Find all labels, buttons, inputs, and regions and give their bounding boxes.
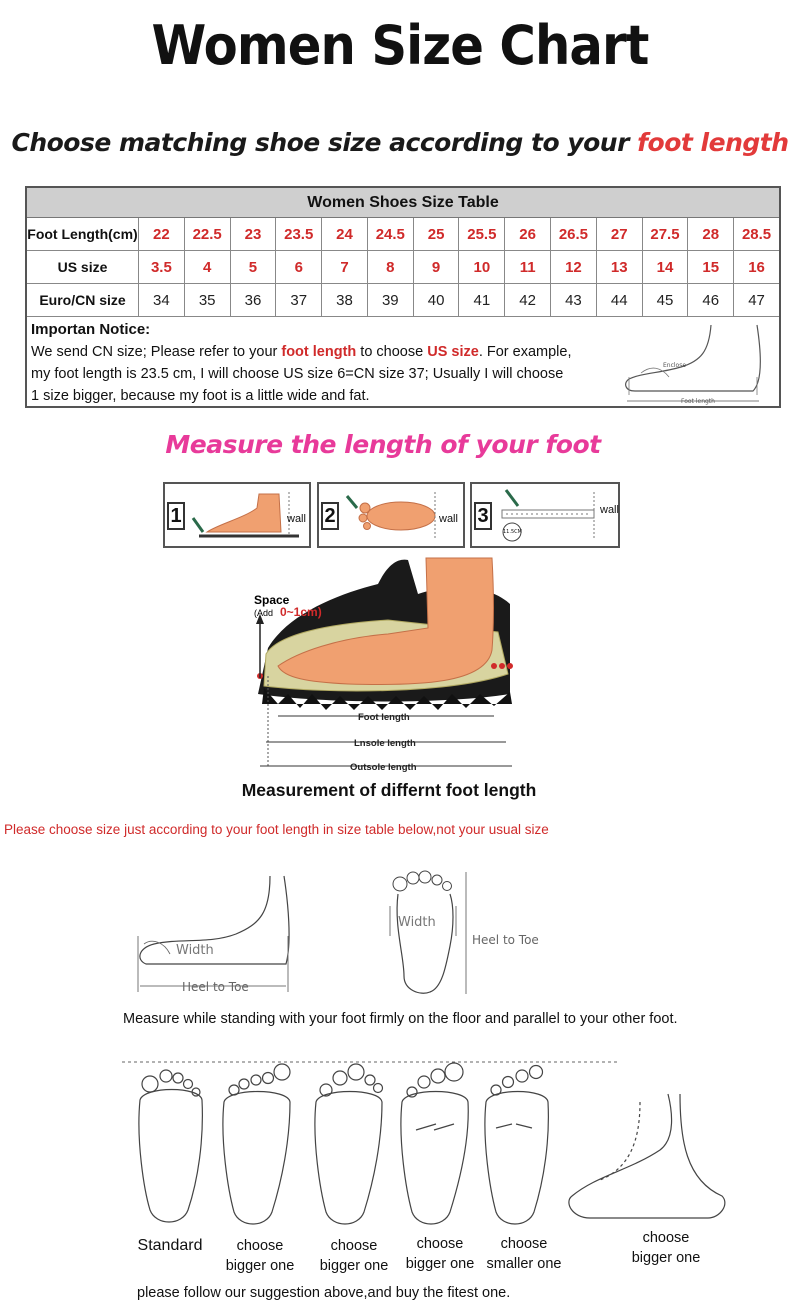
foot-types-illustration [120,1050,740,1240]
step-1-wall-label: wall [287,513,306,525]
foot-top-view-icon [343,488,439,544]
table-cell: 24.5 [368,218,414,250]
size-table [25,186,781,408]
space-range: 0~1cm) [280,605,322,619]
ruler-icon [496,488,596,544]
table-cell: 40 [414,284,460,316]
top-heel-label: Heel to Toe [472,933,539,947]
notice-box [27,317,779,411]
high-arch-foot [569,1094,725,1218]
subtitle-text: Choose matching shoe size according to your [11,128,629,157]
table-row-label: US size [27,251,139,283]
foot-type-label-line2: bigger one [405,1256,475,1272]
table-cell: 28.5 [741,226,772,243]
table-cell: 39 [368,284,414,316]
table-heading: Women Shoes Size Table [27,188,779,218]
foot-type-label-line2: bigger one [319,1258,389,1274]
size-advice-note: Please choose size just according to your foot length in size table below,not your usual size [4,822,549,837]
table-cell: 3.5 [139,251,185,283]
step-2-panel [317,482,465,548]
side-heel-label: Heel to Toe [182,980,249,994]
table-row [27,251,779,284]
measure-title: Measure the length of your foot [165,430,601,459]
subtitle [0,128,800,157]
table-cell: 41 [459,284,505,316]
step-2-wall-label: wall [439,513,458,525]
page-title: Women Size Chart [151,14,649,77]
shoe-measurement-diagram [248,554,538,774]
foot-type-label [212,1236,308,1276]
table-cell: 14 [643,251,689,283]
table-cell: 4 [185,251,231,283]
step-1-panel [163,482,311,548]
foot-length-text: Foot length [358,712,410,723]
step-3-panel [470,482,620,548]
table-cell: 10 [459,251,505,283]
table-row-label: Foot Length(cm) [27,218,139,250]
table-cell: 37 [276,284,322,316]
notice-line-2: my foot length is 23.5 cm, I will choose US size 6=CN size 37; Usually I will choose [31,366,564,382]
foot-type-label [306,1236,402,1276]
foot-type-label-line1: choose [236,1238,284,1254]
table-cell: 42 [505,284,551,316]
enclose-label: Enclose [663,362,687,369]
space-label: Space [254,593,290,607]
diagram-caption: Measurement of differnt foot length [241,780,537,800]
table-cell: 27.5 [643,218,689,250]
foot-type-label [476,1234,572,1274]
top-foot-illustration [380,866,550,998]
notice-line-1c: to choose [356,344,428,360]
foot-type-label-line1: choose [330,1238,378,1254]
foot-type-label-line2: bigger one [225,1258,295,1274]
narrow-foot [485,1092,548,1225]
foot-type-label-line1: choose [500,1236,548,1252]
table-cell: 23.5 [276,218,322,250]
table-cell: 7 [322,251,368,283]
step-3-wall-label: wall [600,504,619,516]
subtitle-highlight: foot length [637,128,789,157]
table-row-label: Euro/CN size [27,284,139,316]
table-body [27,218,779,317]
table-cell: 22.5 [185,218,231,250]
step-1-number: 1 [167,502,185,530]
foot-type-label-line1: Standard [137,1237,203,1254]
table-cell: 26 [505,218,551,250]
notice-line-1a: We send CN size; Please refer to your [31,344,282,360]
table-cell: 6 [276,251,322,283]
table-cell: 9 [414,251,460,283]
wide-foot [401,1092,468,1225]
table-cell: 8 [368,251,414,283]
table-cell: 12 [551,251,597,283]
table-cell: 26.5 [551,218,597,250]
top-width-label: Width [398,915,436,930]
notice-line-1e: . For example, [478,344,572,360]
table-cell: 36 [231,284,277,316]
table-cell: 11 [505,251,551,283]
table-cell: 22 [139,218,185,250]
notice-line-3: 1 size bigger, because my foot is a little wide and fat. [31,388,370,404]
table-cell: 45 [643,284,689,316]
add-label: (Add [254,608,274,618]
table-cell: 27 [597,218,643,250]
table-cell: 35 [185,284,231,316]
table-cell: 28 [688,218,734,250]
foot-length-label: Foot length [681,398,715,405]
table-cell: 44 [597,284,643,316]
table-cell: 15 [688,251,734,283]
step-3-badge: 11.5CM [503,529,522,535]
measure-instruction: Measure while standing with your foot firmly on the floor and parallel to your other foot. [123,1011,678,1027]
foot-type-label [618,1228,714,1268]
foot-type-label-line1: choose [642,1230,690,1246]
table-cell: 13 [597,251,643,283]
table-cell: 23 [231,218,277,250]
table-row [27,218,779,251]
table-cell: 16 [748,259,765,276]
final-suggestion: please follow our suggestion above,and buy the fitest one. [137,1285,511,1301]
foot-type-label-line2: smaller one [486,1256,562,1272]
foot-type-label-line2: bigger one [631,1250,701,1266]
table-cell: 34 [139,284,185,316]
standard-foot [139,1090,202,1223]
table-cell: 24 [322,218,368,250]
table-cell: 43 [551,284,597,316]
insole-length-text: Lnsole length [354,738,416,749]
outsole-length-text: Outsole length [350,762,417,773]
table-cell: 38 [322,284,368,316]
table-row [27,284,779,317]
notice-line-1b: foot length [281,344,357,360]
side-foot-illustration [130,872,300,1000]
table-cell: 5 [231,251,277,283]
foot-type-label [122,1236,218,1256]
notice-title: Importan Notice: [31,321,151,338]
step-2-number: 2 [321,502,339,530]
foot-type-label [392,1234,488,1274]
table-cell: 47 [748,292,765,309]
foot-side-illustration [621,321,771,407]
side-width-label: Width [176,943,214,958]
step-3-number: 3 [474,502,492,530]
roman-foot [315,1092,382,1225]
table-cell: 46 [688,284,734,316]
table-cell: 25 [414,218,460,250]
egyptian-foot [223,1092,290,1225]
foot-type-label-line1: choose [416,1236,464,1252]
notice-line-1d: US size [427,344,479,360]
table-cell: 25.5 [459,218,505,250]
